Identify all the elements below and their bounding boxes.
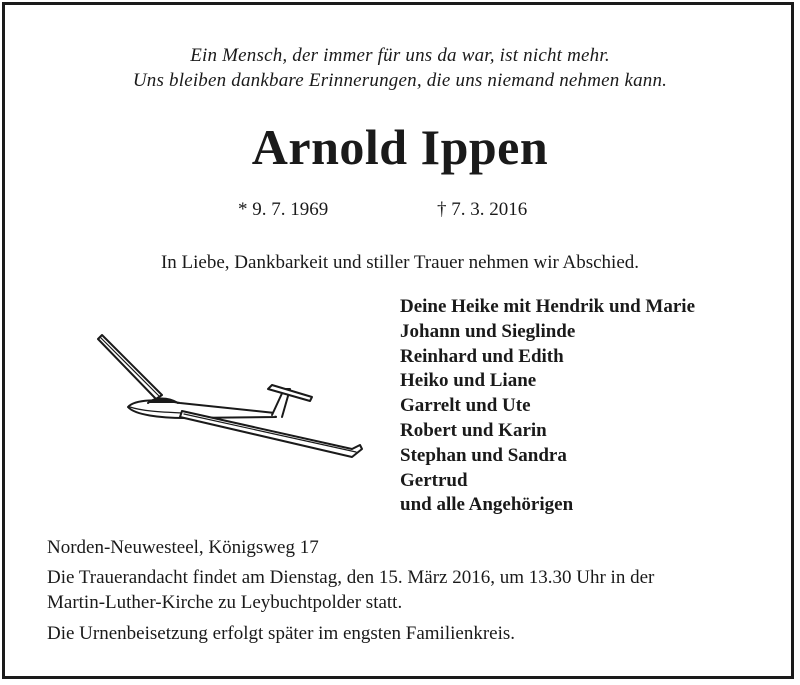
glider-icon bbox=[90, 325, 365, 465]
motto-line-1: Ein Mensch, der immer für uns da war, ist nicht mehr. bbox=[190, 45, 610, 66]
mourner-line: Robert und Karin bbox=[400, 419, 547, 441]
service-line-1: Die Trauerandacht findet am Dienstag, den 15. März 2016, um 13.30 Uhr in der bbox=[47, 567, 655, 588]
deceased-name: Arnold Ippen bbox=[251, 119, 549, 175]
address-text: Norden-Neuwesteel, Königsweg 17 bbox=[47, 537, 319, 558]
death-date: † 7. 3. 2016 bbox=[437, 199, 528, 220]
mourner-line: Reinhard und Edith bbox=[400, 345, 564, 367]
farewell-text: In Liebe, Dankbarkeit und stiller Trauer nehmen wir Abschied. bbox=[160, 252, 640, 273]
mourner-line: und alle Angehörigen bbox=[400, 494, 574, 516]
mourner-line: Heiko und Liane bbox=[400, 370, 537, 392]
birth-date: * 9. 7. 1969 bbox=[238, 199, 329, 220]
service-line-2: Martin-Luther-Kirche zu Leybuchtpolder statt. bbox=[47, 592, 403, 613]
mourner-line: Johann und Sieglinde bbox=[400, 320, 576, 342]
mourner-line: Gertrud bbox=[400, 469, 468, 491]
mourner-line: Deine Heike mit Hendrik und Marie bbox=[400, 296, 696, 317]
burial-text: Die Urnenbeisetzung erfolgt später im engsten Familienkreis. bbox=[47, 623, 516, 644]
mourners-list bbox=[400, 295, 695, 518]
mourner-line: Garrelt und Ute bbox=[400, 395, 531, 417]
motto-line-2: Uns bleiben dankbare Erinnerungen, die uns niemand nehmen kann. bbox=[132, 70, 668, 91]
mourner-line: Stephan und Sandra bbox=[400, 444, 567, 466]
